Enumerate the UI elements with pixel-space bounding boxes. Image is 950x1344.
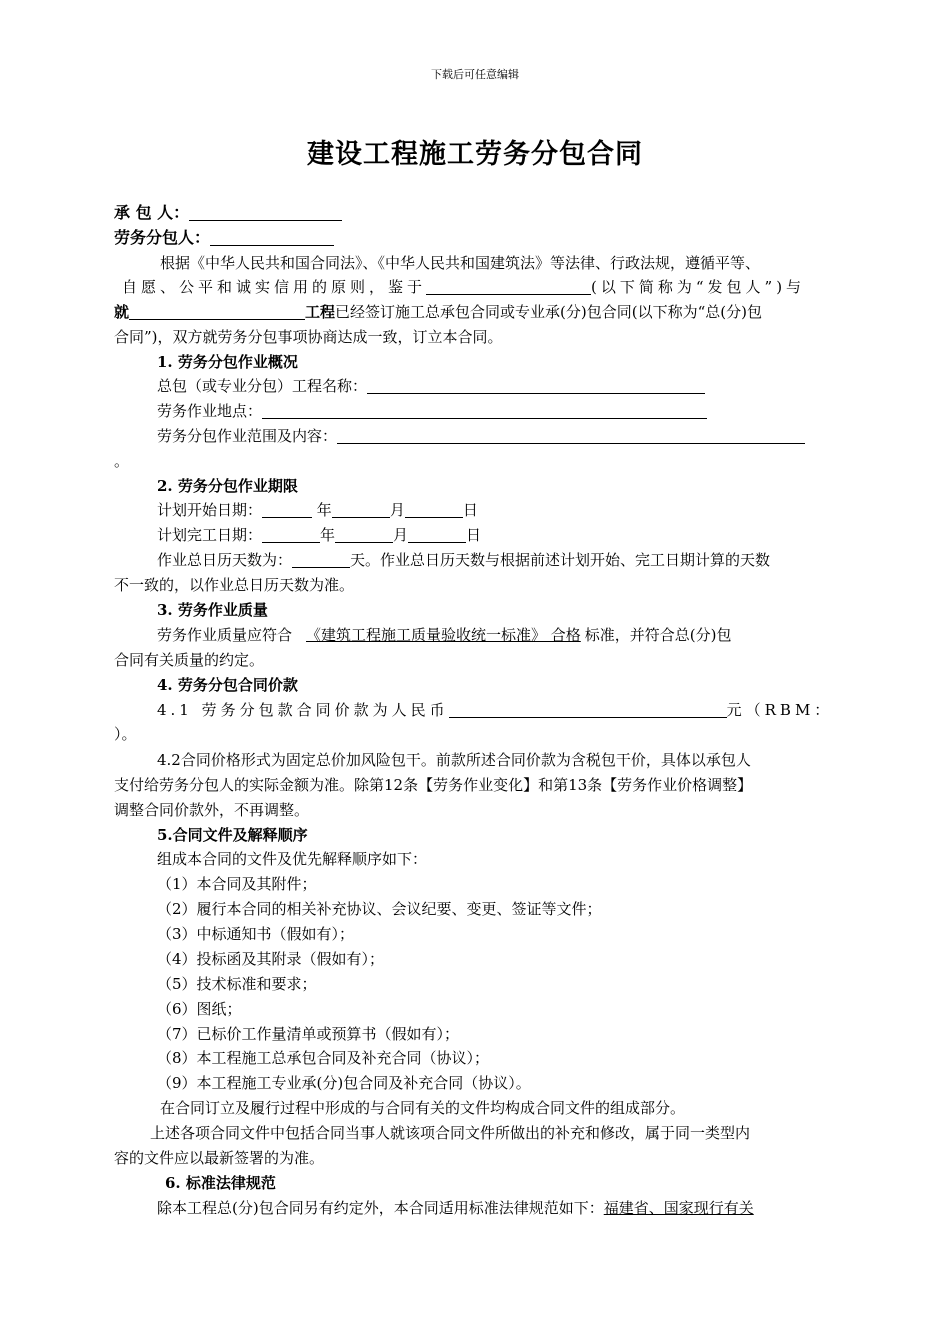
price-para-line-1: 4.2合同价格形式为固定总价加风险包干。前款所述合同价款为含税包干价，具体以承包人: [157, 751, 751, 769]
document-item: （2）履行本合同的相关补充协议、会议纪要、变更、签证等文件；: [157, 900, 602, 918]
document-item: （4）投标函及其附录（假如有）；: [157, 950, 385, 968]
total-days-line: [157, 550, 770, 570]
start-year-blank: [262, 501, 312, 518]
price-para-line-3: 调整合同价款外，不再调整。: [114, 801, 310, 819]
documents-para-2-line-2: 容的文件应以最新签署的为准。: [114, 1149, 325, 1167]
documents-para-2-line-1: 上述各项合同文件中包括合同当事人就该项合同文件所做出的补充和修改，属于同一类型内: [150, 1124, 751, 1142]
location-line: [157, 401, 707, 421]
total-days-blank: [292, 551, 350, 568]
section-6-heading: 6. 标准法律规范: [165, 1174, 276, 1192]
preamble-text: (以下简称为“发包人”)与: [591, 278, 806, 296]
standards-line-1: [157, 1198, 754, 1218]
field-label: 劳务分包作业范围及内容：: [157, 427, 338, 445]
quality-line-2: 合同有关质量的约定。: [114, 651, 265, 669]
field-label: 作业总日历天数为：: [157, 551, 293, 569]
preamble-line-4: 合同”)，双方就劳务分包事项协商达成一致，订立本合同。: [114, 328, 503, 346]
standards-text: 福建省、国家现行有关: [603, 1199, 754, 1217]
preamble-text: 自愿、公平和诚实信用的原则，鉴于: [122, 278, 427, 296]
project-blank: [129, 303, 305, 320]
paragraph-text: 天。作业总日历天数与根据前述计划开始、完工日期计算的天数: [350, 551, 771, 569]
scope-blank: [337, 427, 805, 444]
subcontractor-label: 劳务分包人：: [114, 228, 211, 247]
price-line-1-end: ）。: [114, 725, 137, 743]
preamble-text: 就: [114, 303, 130, 321]
document-item: （6）图纸；: [157, 1000, 242, 1018]
price-para-line-2: 支付给劳务分包人的实际金额为准。除第12条【劳务作业变化】和第13条【劳务作业价格调整】: [114, 776, 753, 794]
unit-label: 年: [320, 526, 336, 544]
subcontractor-line: [114, 228, 334, 248]
price-blank: [449, 701, 727, 718]
paragraph-text: 劳务作业质量应符合: [157, 626, 293, 644]
document-item: （5）技术标准和要求；: [157, 975, 317, 993]
finish-day-blank: [408, 526, 466, 543]
field-label: 劳务作业地点：: [157, 402, 263, 420]
documents-para-1: 在合同订立及履行过程中形成的与合同有关的文件均构成合同文件的组成部分。: [160, 1099, 686, 1117]
project-name-line: [157, 376, 705, 396]
unit-label: 日: [462, 501, 478, 519]
scope-end: 。: [114, 452, 130, 470]
paragraph-text: 4.1 劳务分包款合同价款为人民币: [157, 701, 449, 719]
price-line-1: [157, 700, 833, 720]
section-4-heading: 4. 劳务分包合同价款: [157, 676, 298, 694]
preamble-text: 已经签订施工总承包合同或专业承(分)包合同(以下称为“总(分)包: [335, 303, 762, 321]
quality-line-1: [157, 625, 732, 645]
start-month-blank: [332, 501, 390, 518]
section-5-heading: 5.合同文件及解释顺序: [157, 826, 308, 844]
unit-label: 月: [393, 526, 409, 544]
document-item: （9）本工程施工专业承(分)包合同及补充合同（协议）。: [157, 1074, 531, 1092]
project-name-blank: [367, 377, 705, 394]
paragraph-text: 除本工程总(分)包合同另有约定外，本合同适用标准法律规范如下：: [157, 1199, 604, 1217]
preamble-line-3: [114, 302, 762, 322]
preamble-line-2: [122, 277, 805, 297]
field-label: 计划完工日期：: [157, 526, 263, 544]
subcontractor-blank: [210, 229, 334, 246]
contractor-blank: [189, 204, 342, 221]
section-1-heading: 1. 劳务分包作业概况: [157, 353, 298, 371]
document-item: （3）中标通知书（假如有）；: [157, 925, 355, 943]
finish-date-line: [157, 525, 481, 545]
employer-blank: [426, 278, 591, 295]
document-item: （8）本工程施工总承包合同及补充合同（协议）；: [157, 1049, 490, 1067]
preamble-line-1: 根据《中华人民共和国合同法》、《中华人民共和国建筑法》等法律、行政法规，遵循平等、: [160, 254, 761, 272]
document-title: 建设工程施工劳务分包合同: [307, 139, 643, 170]
contractor-label: 承 包 人：: [114, 203, 190, 222]
document-item: （7）已标价工作量清单或预算书（假如有）；: [157, 1025, 460, 1043]
documents-intro: 组成本合同的文件及优先解释顺序如下：: [157, 850, 428, 868]
field-label: 计划开始日期：: [157, 501, 263, 519]
location-blank: [262, 402, 707, 419]
unit-label: 月: [389, 501, 405, 519]
start-date-line: [157, 500, 478, 520]
preamble-text: 工程: [305, 303, 336, 321]
unit-label: 年: [316, 501, 332, 519]
document-item: （1）本合同及其附件；: [157, 875, 317, 893]
start-day-blank: [405, 501, 463, 518]
paragraph-text: 标准，并符合总(分)包: [584, 626, 732, 644]
finish-year-blank: [262, 526, 320, 543]
paragraph-text: 元（RBM：: [726, 701, 834, 719]
contractor-line: [114, 203, 342, 223]
section-2-heading: 2. 劳务分包作业期限: [157, 477, 298, 495]
quality-standard: 《建筑工程施工质量验收统一标准》 合格: [306, 626, 581, 644]
finish-month-blank: [335, 526, 393, 543]
field-label: 总包（或专业分包）工程名称：: [157, 377, 368, 395]
scope-line: [157, 426, 805, 446]
section-3-heading: 3. 劳务作业质量: [157, 601, 268, 619]
unit-label: 日: [466, 526, 482, 544]
total-days-line-2: 不一致的，以作业总日历天数为准。: [114, 576, 355, 594]
page-header: 下载后可任意编辑: [431, 68, 519, 81]
